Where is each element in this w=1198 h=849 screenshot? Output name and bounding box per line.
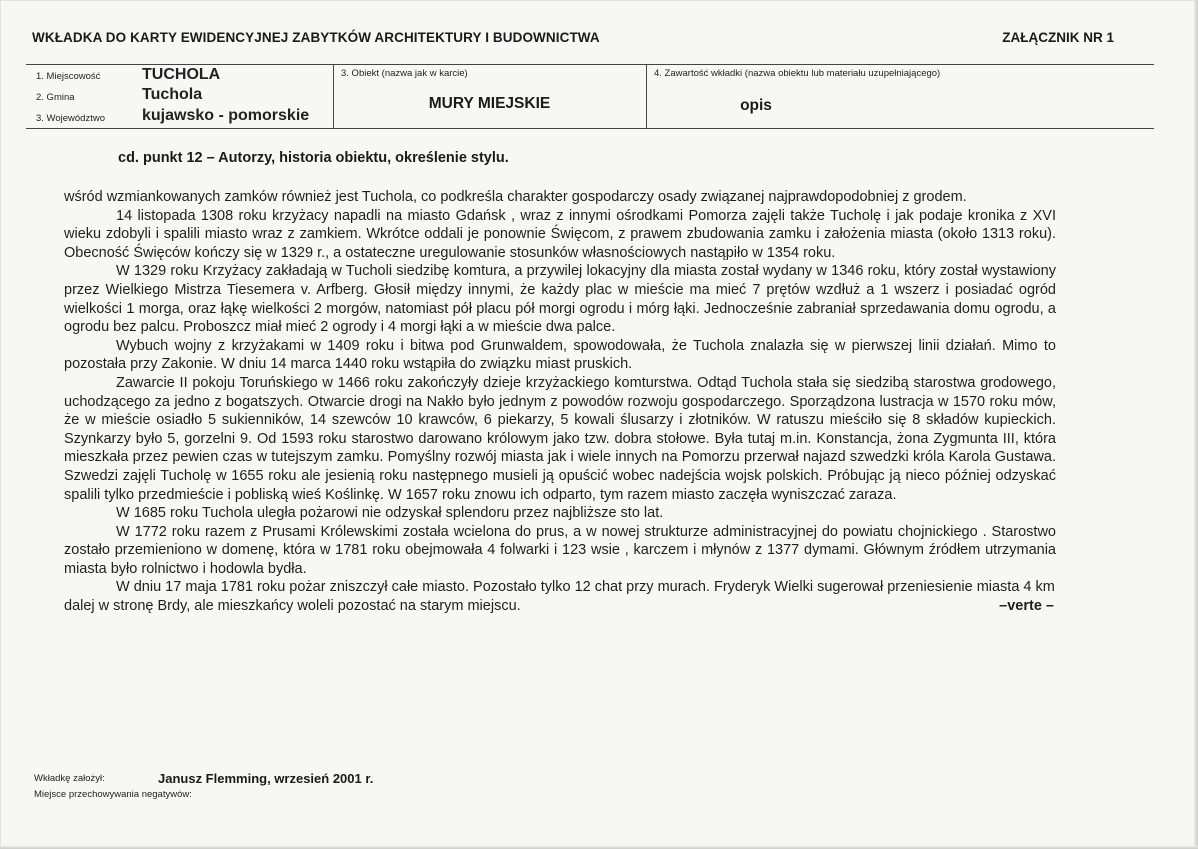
created-by-value: Janusz Flemming, wrzesień 2001 r. [158,771,374,786]
commune-label: 2. Gmina [36,92,75,103]
created-by-label: Wkładkę założył: [34,773,105,784]
location-cell [26,65,334,128]
content-value: opis [740,97,772,114]
voivodeship-value: kujawsko - pomorskie [142,107,310,124]
locality-label: 1. Miejscowość [36,71,101,82]
paragraph: W 1329 roku Krzyżacy zakładają w Tucholi siedzibę komtura, a przywilej lokacyjny dla miasta został wydany w 1346 roku, który został wystawiony przez Wielkiego Mistrza Tiesemera v. Arfberg. Głosił między innymi, że każdy plac w mieście ma mieć 7 prętów wzdłuż a 1 wszerz i posiadać ogród wielkości 1 morga, oraz łąkę wielkości 2 morgów, natomiast pół placu pół morgi ogrodu i mórg łąki. Jednocześnie zabraniał sprzedawania domu ogrodu, a ogrodu bez palcu. Proboszcz miał mieć 2 ogrody i 4 morgi łąki a w mieście dwa palce. [64,263,1056,336]
object-value: MURY MIEJSKIE [428,95,551,112]
metadata-table [26,64,1154,129]
paragraph: wśród wzmiankowanych zamków również jest Tuchola, co podkreśla charakter gospodarczy osady związanej najprawdopodobniej z grodem. [64,189,967,205]
object-cell [333,65,647,128]
paragraph: Zawarcie II pokoju Toruńskiego w 1466 roku zakończyły dzieje krzyżackiego komturstwa. Odtąd Tuchola stała się siedzibą starostwa grodowego, uchodzącego za jedno z bogatszych. Otwarcie drogi na Nakło było jednym z powodów rozwoju gospodarczego. Sporządzona lustracja w 1570 roku mów, że w mieście osiadło 5 sukienników, 14 szewców 10 krawców, 6 piekarzy, 5 kowali ślusarzy i złotników. W ratuszu mieściło się 8 składów kupieckich. Szynkarzy było 5, gorzelni 9. Od 1593 roku starostwo darowano królowym jako tzw. dobra stołowe. Była tutaj m.in. Konstancja, żona Zygmunta III, która mieszkała przez pewien czas w tutejszym zamku. Pomyślny rozwój miasta jak i wiele innych na Pomorzu przerwał najazd szwedzki króla Karola Gustawa. Szwedzi zajęli Tucholę w 1655 roku ale jesienią roku następnego musieli ją opuścić wobec nadejścia wojsk polskich. Próbując ją nieco później odzyskać spalili tylko przedmieście i pobliską wieś Koślinkę. W 1657 roku znowu ich odparto, tym razem miasto zaczęła wyniszczać zaraza. [64,374,1056,503]
paragraph: Wybuch wojny z krzyżakami w 1409 roku i bitwa pod Grunwaldem, spowodowała, że Tuchola znalazła się w pierwszej linii działań. Mimo to pozostała przy Zakonie. W dniu 14 marca 1440 roku wstąpiła do związku miast pruskich. [64,337,1056,373]
annex-number: ZAŁĄCZNIK NR 1 [1002,30,1114,45]
paragraph: 14 listopada 1308 roku krzyżacy napadli na miasto Gdańsk , wraz z innymi ośrodkami Pomorza zajęli także Tucholę i jak podaje kronika z XVI wieku zdobyli i spalili miasto wraz z zamkiem. Wkrótce oddali je ponownie Święcom, z prawem zbudowania zamku i założenia miasta (około 1313 roku). Obecność Święców kończy się w 1329 r., a ostateczne uregulowanie stosunków własnościowych nastąpiło w 1354 roku. [64,207,1056,261]
content-label: 4. Zawartość wkładki (nazwa obiektu lub materiału uzupełniającego) [654,68,941,79]
history-text [64,188,1056,616]
verte-marker: –verte – [999,598,1054,615]
section-heading: cd. punkt 12 – Autorzy, historia obiektu, określenie stylu. [118,150,509,166]
content-cell [646,65,1154,128]
paragraph-last [64,578,1056,615]
paragraph: W 1772 roku razem z Prusami Królewskimi została wcielona do prus, a w nowej strukturze administracyjnej do powiatu chojnickiego . Starostwo zostało przemieniono w domenę, która w 1781 roku obejmowała 4 folwarki i 123 wsie , karczem i młynów z 1377 dymami. Głównym źródłem utrzymania miasta było rolnictwo i hodowla bydła. [64,523,1056,577]
paragraph-last-text: W dniu 17 maja 1781 roku pożar zniszczył całe miasto. Pozostało tylko 12 chat przy murach. Fryderyk Wielki sugerował przeniesienie miasta 4 km dalej w stronę Brdy, ale mieszkańcy woleli pozostać na starym miejscu. [64,579,1055,615]
commune-value: Tuchola [142,86,203,103]
negatives-location-label: Miejsce przechowywania negatywów: [34,789,192,800]
paragraph: W 1685 roku Tuchola uległa pożarowi nie odzyskał splendoru przez najbliższe sto lat. [116,505,664,522]
locality-value: TUCHOLA [142,66,221,83]
page-edge-shadow [1194,0,1198,849]
object-label: 3. Obiekt (nazwa jak w karcie) [341,68,468,79]
document-title: WKŁADKA DO KARTY EWIDENCYJNEJ ZABYTKÓW ARCHITEKTURY I BUDOWNICTWA [32,30,600,45]
voivodeship-label: 3. Województwo [36,113,105,124]
